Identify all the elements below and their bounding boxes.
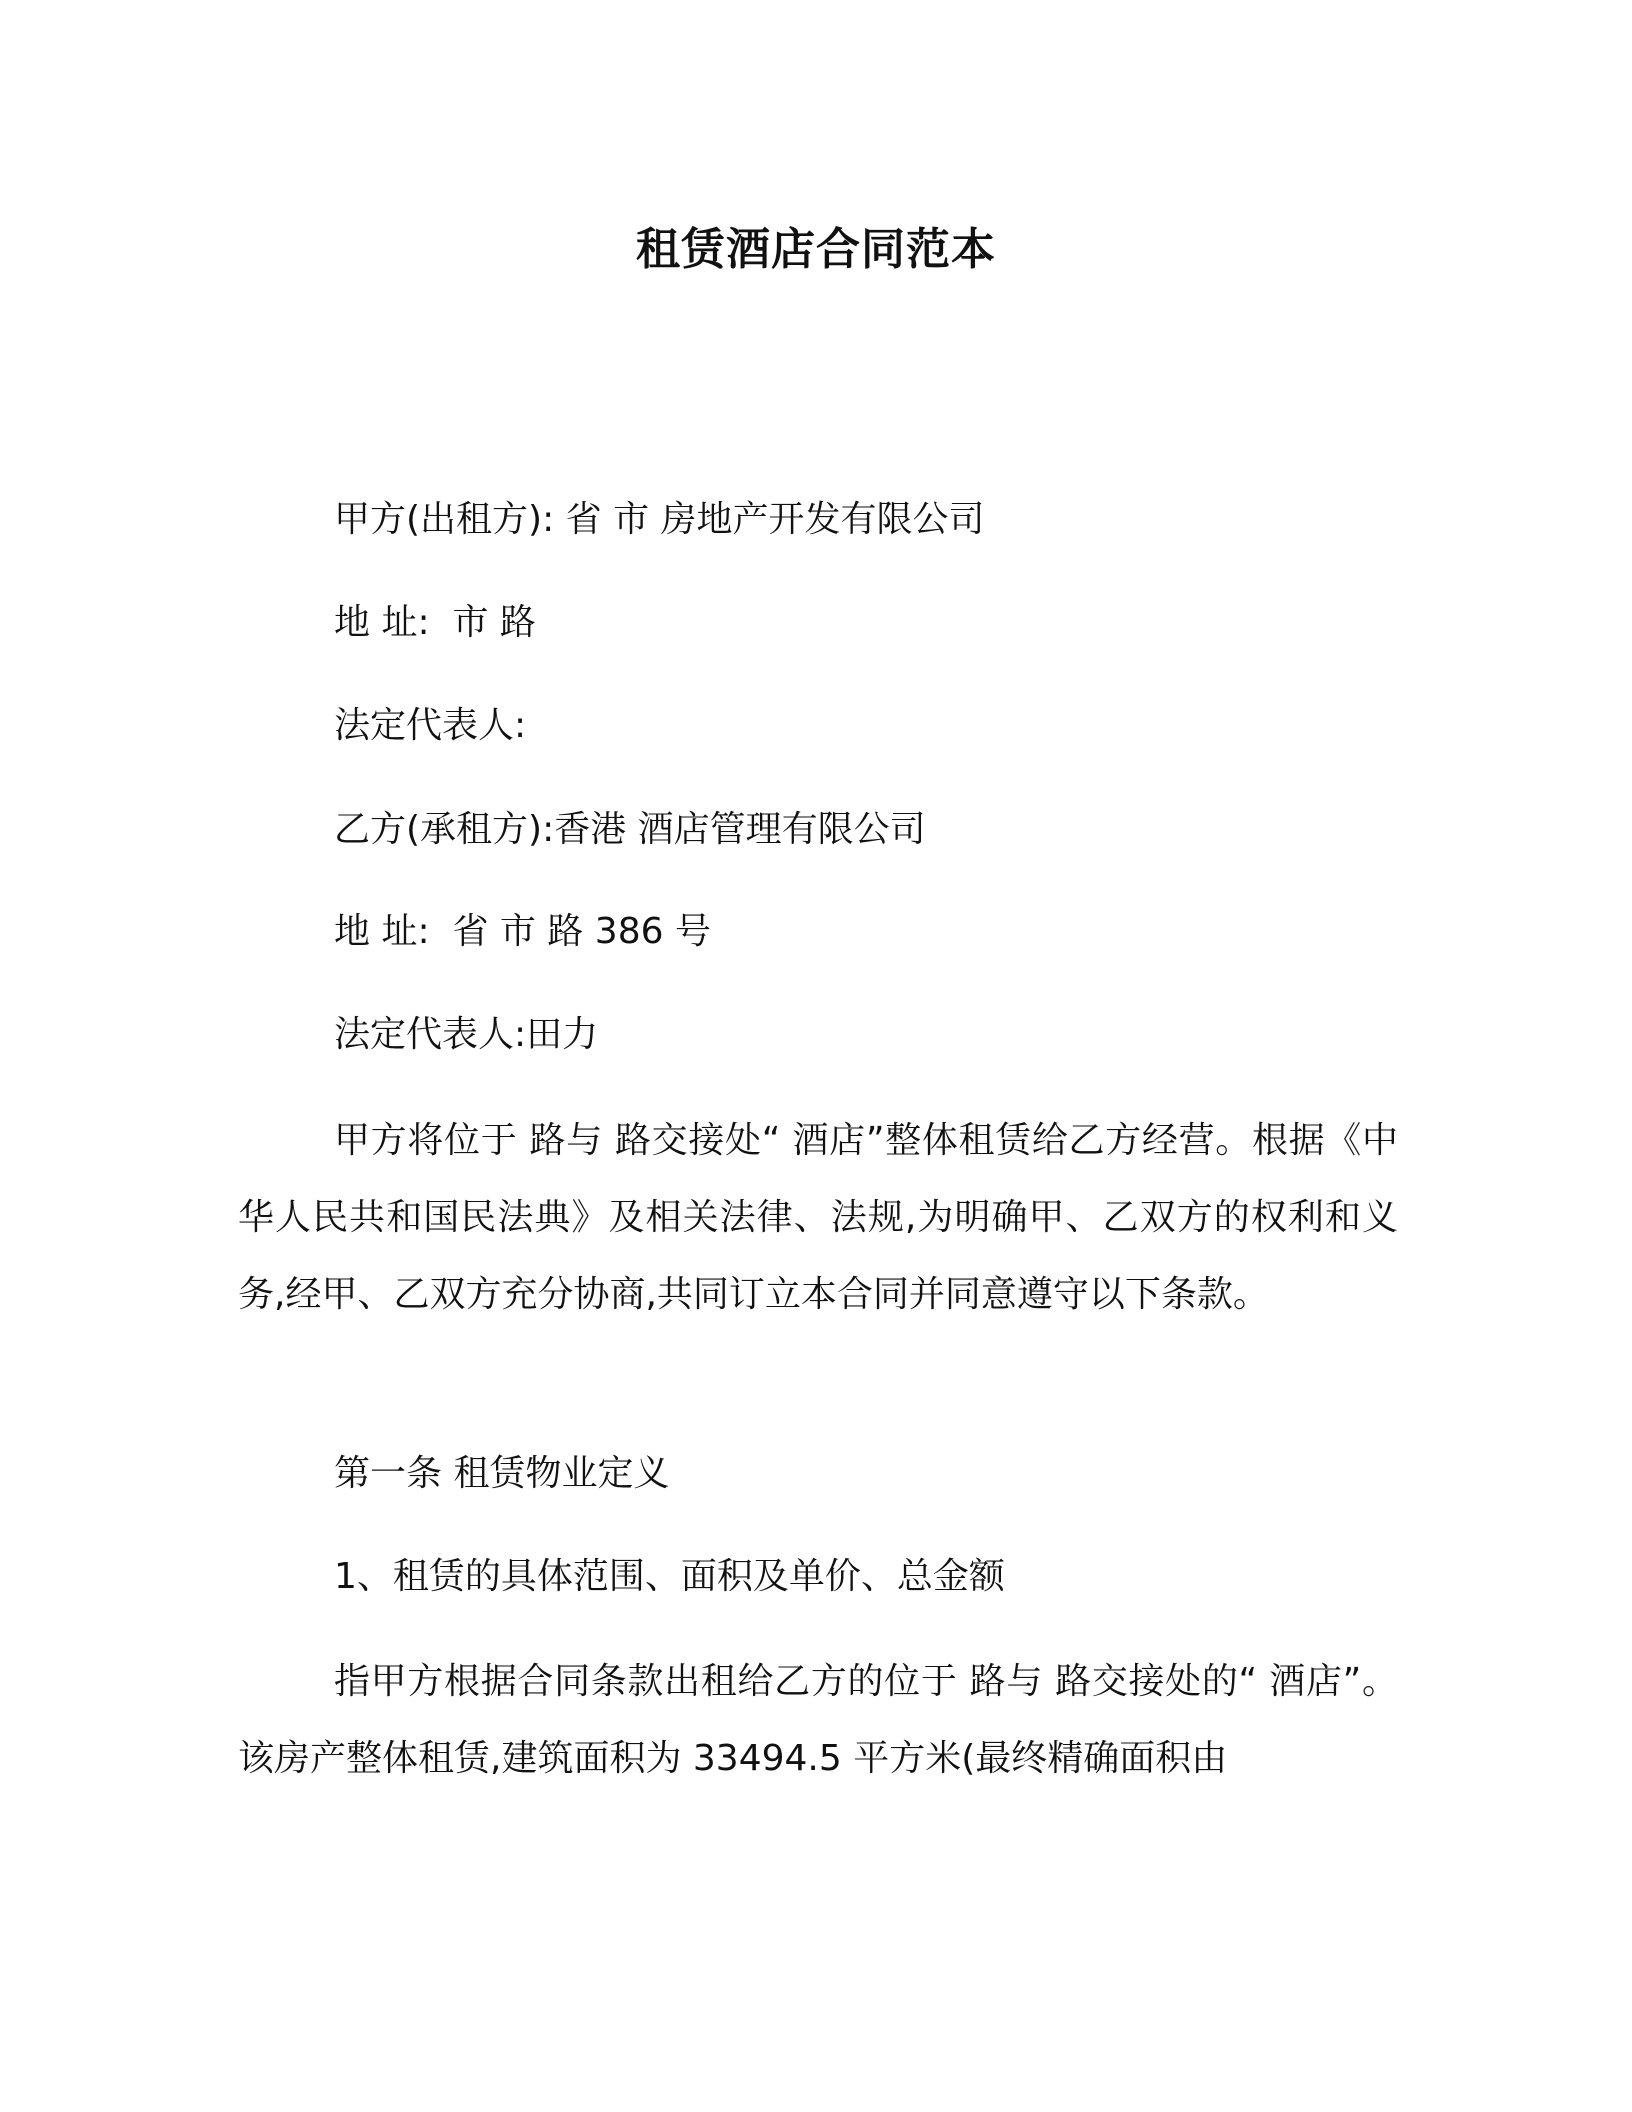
preamble-paragraph: 甲方将位于 路与 路交接处“ 酒店”整体租赁给乙方经营。根据《中华人民共和国民法典》及相关法律、法规,为明确甲、乙双方的权利和义务,经甲、乙双方充分协商,共同订立本合同并同意遵守以下条款。	[238, 1120, 1398, 1315]
party-a-line: 甲方(出租方): 省 市 房地产开发有限公司	[334, 499, 985, 540]
party-a-address-line: 地 址: 市 路	[334, 602, 536, 643]
article-1-item-1-paragraph: 指甲方根据合同条款出租给乙方的位于 路与 路交接处的“ 酒店”。该房产整体租赁,建筑面积为 33494.5 平方米(最终精确面积由	[238, 1661, 1398, 1779]
article-1-heading: 第一条 租赁物业定义	[334, 1453, 670, 1494]
party-b-address-line: 地 址: 省 市 路 386 号	[334, 911, 711, 952]
party-a-representative-line: 法定代表人:	[334, 705, 527, 746]
party-b-representative-line: 法定代表人:田力	[334, 1014, 599, 1055]
party-b-line: 乙方(承租方):香港 酒店管理有限公司	[334, 809, 926, 850]
document-title: 租赁酒店合同范本	[636, 224, 996, 275]
article-1-item-1-heading: 1、租赁的具体范围、面积及单价、总金额	[334, 1556, 1005, 1597]
